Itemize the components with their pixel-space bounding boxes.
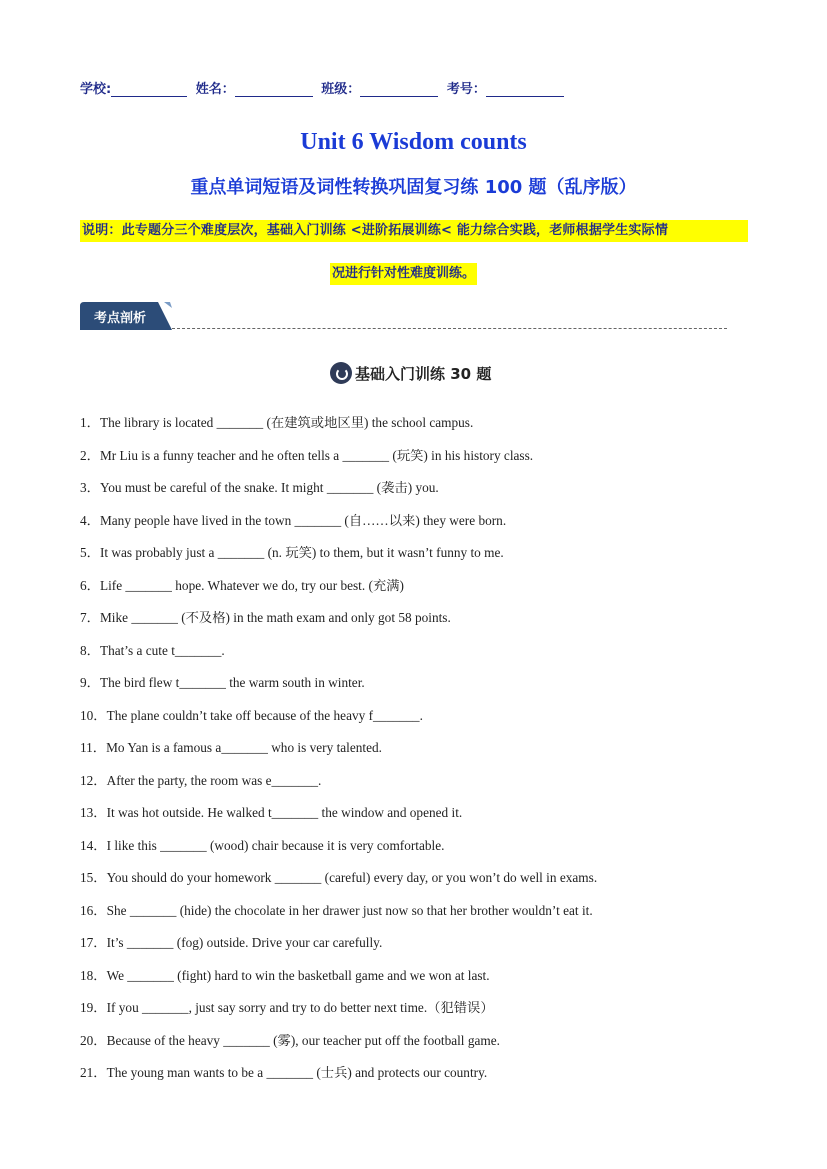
question-item: 13．It was hot outside. He walked t_______ the window and opened it.: [80, 805, 463, 820]
question-item: 10．The plane couldn’t take off because of the heavy f_______.: [80, 708, 423, 723]
question-item: 2．Mr Liu is a funny teacher and he often tells a _______ (玩笑) in his history class.: [80, 448, 534, 463]
school-blank[interactable]: [111, 82, 187, 97]
document-subtitle: 重点单词短语及词性转换巩固复习练 100 题（乱序版）: [190, 177, 637, 198]
question-item: 6．Life _______ hope. Whatever we do, try our best. (充满): [80, 578, 404, 593]
section-tab-label: 考点剖析: [94, 311, 147, 326]
question-item: 11．Mo Yan is a famous a_______ who is very talented.: [80, 740, 382, 755]
level-icon: [330, 362, 352, 384]
question-item: 16．She _______ (hide) the chocolate in her drawer just now so that her brother wouldn’t eat it.: [80, 903, 593, 918]
question-item: 21．The young man wants to be a _______ (士兵) and protects our country.: [80, 1065, 488, 1080]
question-item: 20．Because of the heavy _______ (雾), our teacher put off the football game.: [80, 1033, 500, 1048]
level-heading-text: 基础入门训练 30 题: [355, 365, 492, 383]
school-label: 学校:: [80, 82, 112, 97]
question-item: 5．It was probably just a _______ (n. 玩笑) to them, but it wasn’t funny to me.: [80, 545, 504, 560]
question-item: 17．It’s _______ (fog) outside. Drive your car carefully.: [80, 935, 383, 950]
name-blank[interactable]: [235, 82, 313, 97]
question-item: 3．You must be careful of the snake. It might _______ (袭击) you.: [80, 480, 439, 495]
section-divider: [172, 328, 727, 329]
question-item: 15．You should do your homework _______ (careful) every day, or you won’t do well in exams.: [80, 870, 598, 885]
question-item: 18．We _______ (fight) hard to win the basketball game and we won at last.: [80, 968, 490, 983]
question-item: 7．Mike _______ (不及格) in the math exam and only got 58 points.: [80, 610, 451, 625]
document-title: Unit 6 Wisdom counts: [300, 129, 527, 155]
class-blank[interactable]: [360, 82, 438, 97]
question-item: 9．The bird flew t_______ the warm south in winter.: [80, 675, 365, 690]
class-label: 班级：: [321, 82, 361, 97]
question-item: 12．After the party, the room was e_______.: [80, 773, 322, 788]
instructions-line-2: 况进行针对性难度训练。: [330, 263, 477, 285]
question-item: 14．I like this _______ (wood) chair because it is very comfortable.: [80, 838, 445, 853]
name-label: 姓名：: [195, 82, 235, 97]
exam-no-label: 考号：: [446, 82, 486, 97]
section-tab: [80, 302, 172, 328]
instructions-line-1: 说明：此专题分三个难度层次，基础入门训练 <进阶拓展训练< 能力综合实践，老师根据学生实际情: [80, 220, 748, 242]
student-info-line: [80, 78, 564, 97]
question-item: 1．The library is located _______ (在建筑或地区里) the school campus.: [80, 415, 474, 430]
exam-no-blank[interactable]: [486, 82, 564, 97]
question-item: 19．If you _______, just say sorry and try to do better next time.（犯错误）: [80, 1000, 494, 1015]
question-item: 8．That’s a cute t_______.: [80, 643, 225, 658]
question-item: 4．Many people have lived in the town _______ (自……以来) they were born.: [80, 513, 507, 528]
